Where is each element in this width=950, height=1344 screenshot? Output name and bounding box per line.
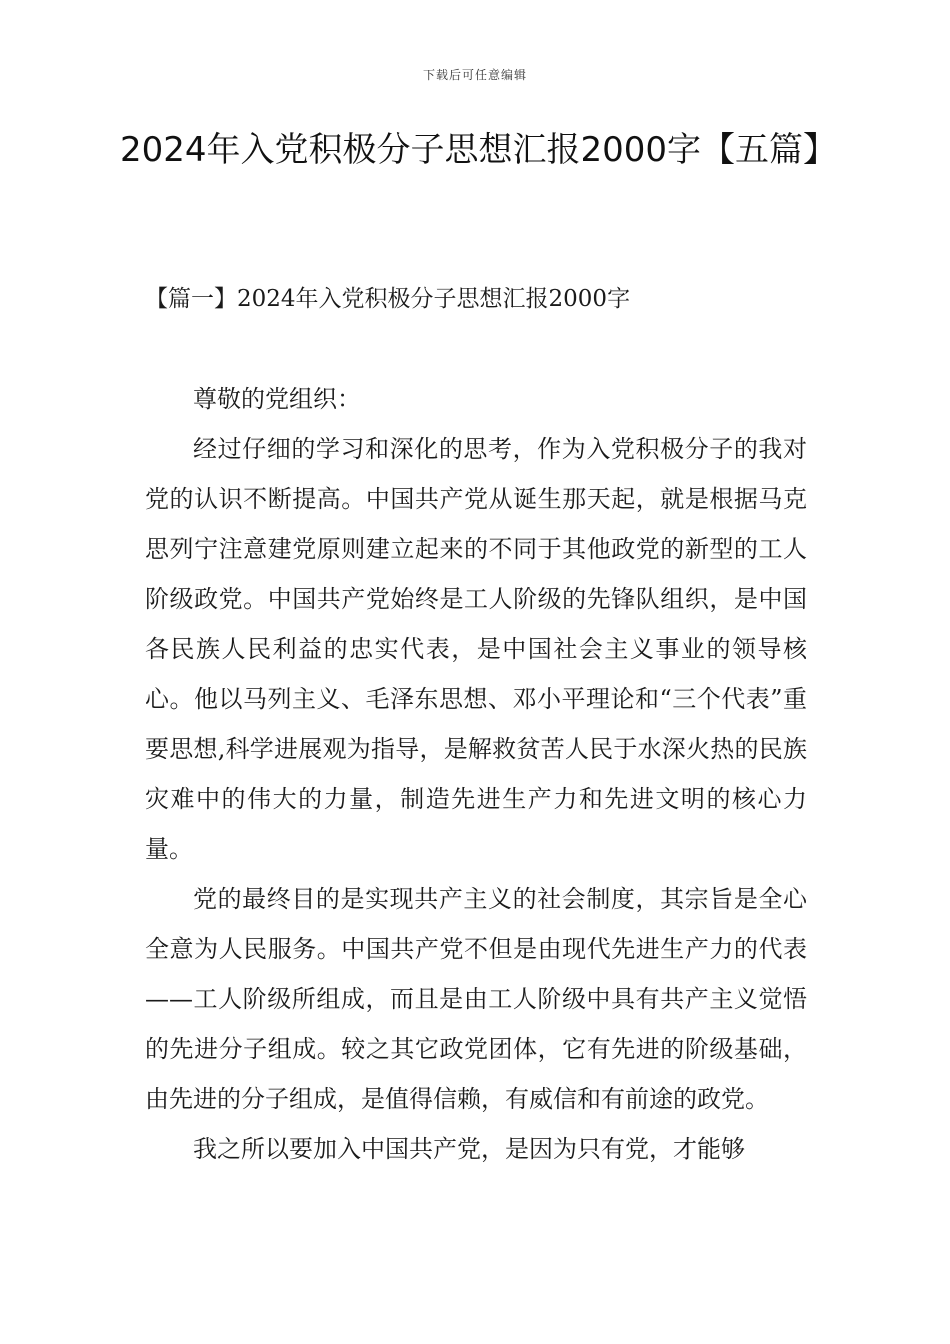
body-paragraph: 我之所以要加入中国共产党，是因为只有党，才能够 bbox=[193, 1135, 745, 1163]
salutation-paragraph: 尊敬的党组织： bbox=[193, 385, 361, 413]
body-text bbox=[145, 374, 807, 1174]
header-note: 下载后可任意编辑 bbox=[422, 68, 527, 82]
body-paragraph: 党的最终目的是实现共产主义的社会制度，其宗旨是全心全意为人民服务。中国共产党不但是由现代先进生产力的代表——工人阶级所组成，而且是由工人阶级中具有共产主义觉悟的先进分子组成。较之其它政党团体，它有先进的阶级基础，由先进的分子组成，是值得信赖，有威信和有前途的政党。 bbox=[145, 885, 807, 1113]
section-heading: 【篇一】2024年入党积极分子思想汇报2000字 bbox=[145, 286, 631, 312]
body-paragraph: 经过仔细的学习和深化的思考，作为入党积极分子的我对党的认识不断提高。中国共产党从诞生那天起，就是根据马克思列宁注意建党原则建立起来的不同于其他政党的新型的工人阶级政党。中国共产党始终是工人阶级的先锋队组织，是中国各民族人民利益的忠实代表，是中国社会主义事业的领导核心。他以马列主义、毛泽东思想、邓小平理论和“三个代表”重要思想,科学进展观为指导，是解救贫苦人民于水深火热的民族灾难中的伟大的力量，制造先进生产力和先进文明的核心力量。 bbox=[145, 435, 807, 863]
document-title: 2024年入党积极分子思想汇报2000字【五篇】 bbox=[120, 130, 838, 170]
